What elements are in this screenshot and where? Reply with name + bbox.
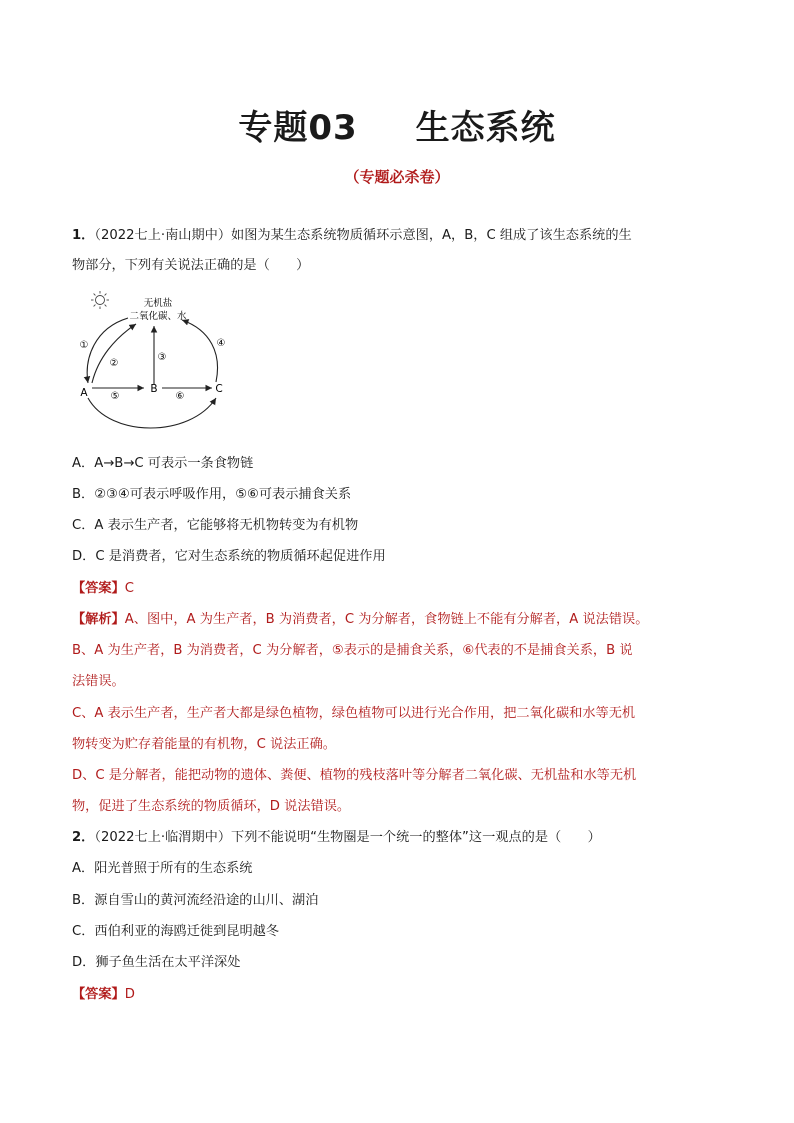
q1-analysis-line5: 物转变为贮存着能量的有机物，C 说法正确。 — [72, 737, 336, 752]
q1-option-b: B．②③④可表示呼吸作用，⑤⑥可表示捕食关系 — [72, 487, 352, 502]
q2-option-b: B．源自雪山的黄河流经沿途的山川、湖泊 — [72, 893, 319, 908]
diagram-num-4: ④ — [216, 338, 226, 349]
diagram-node-c: C — [215, 383, 223, 395]
q1-source: （2022七上·南山期中） — [94, 228, 232, 243]
q2-stem-text: 下列不能说明“生物圈是一个统一的整体”这一观点的是（ ） — [231, 830, 601, 845]
diagram-node-a: A — [80, 387, 88, 399]
q1-answer — [72, 579, 732, 599]
q1-stem-text: 如图为某生态系统物质循环示意图，A，B，C 组成了该生态系统的生 — [231, 228, 632, 243]
q1-analysis-line3: 法错误。 — [72, 674, 125, 689]
q2-source: （2022七上·临渭期中） — [94, 830, 232, 845]
q1-stem-line1 — [72, 226, 732, 246]
arrow-4 — [182, 320, 218, 382]
q1-analysis-line2: B、A 为生产者，B 为消费者，C 为分解者，⑤表示的是捕食关系，⑥代表的不是捕食关系，B 说 — [72, 643, 633, 658]
q2-option-a: A．阳光普照于所有的生态系统 — [72, 861, 253, 876]
q2-answer-tag: 【答案】 — [72, 987, 125, 1002]
title-main: 专题03 — [238, 108, 358, 148]
diagram-label-inorganic-salt: 无机盐 — [143, 298, 173, 309]
arrow-a-to-c — [88, 398, 216, 428]
q2-option-d: D．狮子鱼生活在太平洋深处 — [72, 955, 241, 970]
q1-analysis-text-0: A、图中，A 为生产者，B 为消费者，C 为分解者，食物链上不能有分解者，A 说法错误。 — [124, 612, 649, 627]
diagram-label-co2-water: 二氧化碳、水 — [129, 311, 187, 322]
page-title — [0, 100, 794, 149]
diagram-num-3: ③ — [157, 352, 167, 363]
arrow-2 — [92, 324, 136, 383]
page-subtitle: （专题必杀卷） — [344, 168, 450, 186]
q2-stem — [72, 828, 732, 848]
q1-option-a: A．A→B→C 可表示一条食物链 — [72, 456, 254, 471]
title-topic: 生态系统 — [415, 108, 556, 148]
q1-cycle-diagram — [70, 288, 240, 438]
q2-answer — [72, 985, 732, 1005]
q1-answer-tag: 【答案】 — [72, 581, 125, 596]
q2-option-c: C．西伯利亚的海鸥迁徙到昆明越冬 — [72, 924, 280, 939]
diagram-num-2: ② — [109, 358, 119, 369]
q1-analysis-line7: 物，促进了生态系统的物质循环，D 说法错误。 — [72, 799, 351, 814]
q1-option-d: D．C 是消费者，它对生态系统的物质循环起促进作用 — [72, 549, 386, 564]
q1-stem-line2: 物部分，下列有关说法正确的是（ ） — [72, 258, 310, 273]
diagram-num-5: ⑤ — [110, 391, 120, 402]
sun-icon — [91, 291, 109, 309]
q1-option-c: C．A 表示生产者，它能够将无机物转变为有机物 — [72, 518, 359, 533]
q1-analysis-tag: 【解析】 — [72, 612, 125, 627]
diagram-node-b: B — [150, 383, 158, 395]
q2-number: 2． — [72, 830, 95, 845]
q1-number: 1． — [72, 228, 95, 243]
q1-analysis-line1 — [72, 610, 732, 630]
q1-answer-value: C — [124, 581, 134, 596]
q2-answer-value: D — [124, 987, 135, 1002]
diagram-num-1: ① — [79, 340, 89, 351]
diagram-num-6: ⑥ — [175, 391, 185, 402]
q1-analysis-line6: D、C 是分解者，能把动物的遗体、粪便、植物的残枝落叶等分解者二氧化碳、无机盐和水等无机 — [72, 768, 637, 783]
q1-analysis-line4: C、A 表示生产者，生产者大都是绿色植物，绿色植物可以进行光合作用，把二氧化碳和水等无机 — [72, 706, 636, 721]
